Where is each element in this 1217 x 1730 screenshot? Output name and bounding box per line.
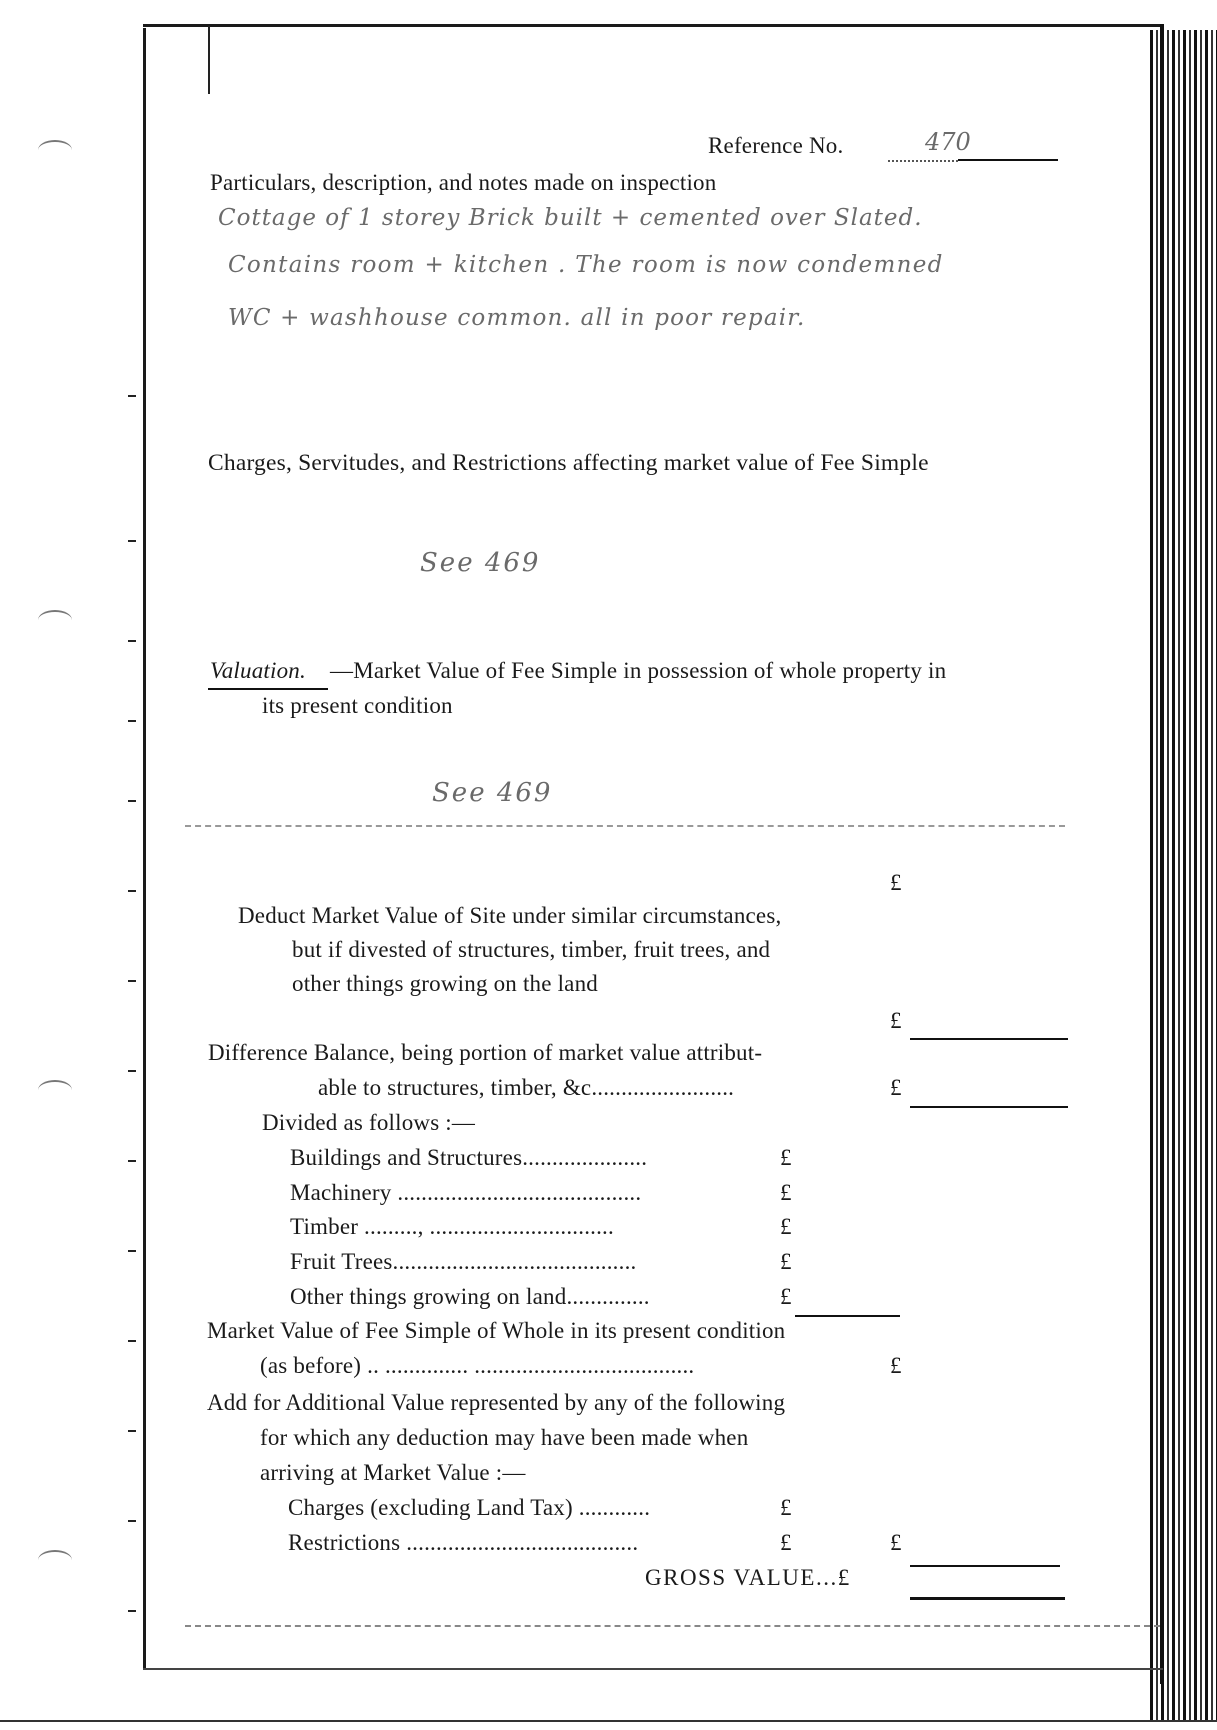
divided-item: Fruit Trees......................................... <box>290 1249 637 1274</box>
valuation-text: —Market Value of Fee Simple in possession of whole property in <box>330 658 947 683</box>
deduct-line: but if divested of structures, timber, fruit trees, and <box>292 937 771 962</box>
valuation-text-2: its present condition <box>262 693 453 718</box>
valuation-note: See 469 <box>432 778 553 808</box>
currency-symbol: £ <box>780 1530 792 1555</box>
valuation-heading: Valuation. <box>210 658 306 683</box>
valuation-underline <box>208 688 328 690</box>
charges-note: See 469 <box>420 548 541 578</box>
whole-line: (as before) .. .............. ..................................... <box>260 1353 695 1378</box>
punch-hole-mark <box>38 610 72 630</box>
punch-hole-mark <box>38 140 72 160</box>
difference-line: able to structures, timber, &c........................ <box>318 1075 735 1100</box>
section-divider <box>185 1625 1160 1627</box>
reference-label: Reference No. <box>708 133 844 158</box>
add-item: Charges (excluding Land Tax) ............ <box>288 1495 651 1520</box>
margin-tick <box>128 890 136 892</box>
reference-dotted-rule <box>888 160 958 162</box>
amount-rule <box>910 1565 1060 1567</box>
margin-tick <box>128 540 136 542</box>
margin-tick <box>128 1520 136 1522</box>
particulars-note-line: WC + washhouse common. all in poor repair. <box>228 305 806 331</box>
divided-item: Buildings and Structures..................... <box>290 1145 648 1170</box>
punch-hole-mark <box>38 1080 72 1100</box>
margin-tick <box>128 800 136 802</box>
margin-tick <box>128 640 136 642</box>
margin-tick <box>128 1430 136 1432</box>
margin-tick <box>128 395 136 397</box>
currency-symbol: £ <box>780 1495 792 1520</box>
add-item: Restrictions ....................................... <box>288 1530 639 1555</box>
add-line: for which any deduction may have been made when <box>260 1425 749 1450</box>
sheet-top-edge <box>143 24 1163 27</box>
add-line: arriving at Market Value :— <box>260 1460 526 1485</box>
margin-tick <box>128 1340 136 1342</box>
currency-symbol: £ <box>890 1075 902 1100</box>
currency-symbol: £ <box>890 1353 902 1378</box>
currency-symbol: £ <box>780 1284 792 1309</box>
margin-tick <box>128 1160 136 1162</box>
margin-tick <box>128 1610 136 1612</box>
currency-symbol: £ <box>780 1249 792 1274</box>
margin-tick <box>128 980 136 982</box>
margin-tick <box>128 720 136 722</box>
reference-rule <box>958 159 1058 161</box>
amount-rule <box>910 1038 1068 1040</box>
divided-item: Other things growing on land.............. <box>290 1284 650 1309</box>
section-divider <box>185 825 1065 827</box>
particulars-note-line: Contains room + kitchen . The room is now condemned <box>228 252 944 278</box>
currency-symbol: £ <box>780 1214 792 1239</box>
currency-symbol: £ <box>890 1008 902 1033</box>
currency-symbol: £ <box>890 870 902 895</box>
divided-item: Timber ........., ............................... <box>290 1214 614 1239</box>
gross-value-label: GROSS VALUE...£ <box>645 1565 851 1590</box>
scan-bottom-line <box>0 1720 1217 1722</box>
divided-label: Divided as follows :— <box>262 1110 476 1135</box>
currency-symbol: £ <box>780 1145 792 1170</box>
currency-symbol: £ <box>890 1530 902 1555</box>
whole-line: Market Value of Fee Simple of Whole in its present condition <box>207 1318 786 1343</box>
deduct-line: other things growing on the land <box>292 971 598 996</box>
margin-rule <box>208 26 210 94</box>
amount-rule <box>795 1315 900 1317</box>
gross-value-rule <box>910 1597 1065 1600</box>
punch-hole-mark <box>38 1550 72 1570</box>
sheet-left-edge <box>143 28 146 1668</box>
difference-line: Difference Balance, being portion of market value attribut- <box>208 1040 763 1065</box>
currency-symbol: £ <box>780 1180 792 1205</box>
margin-tick <box>128 1070 136 1072</box>
margin-tick <box>128 1250 136 1252</box>
amount-rule <box>910 1106 1068 1108</box>
sheet-right-edge <box>1160 24 1164 1684</box>
add-line: Add for Additional Value represented by any of the following <box>207 1390 786 1415</box>
reference-number: 470 <box>925 128 971 156</box>
charges-heading: Charges, Servitudes, and Restrictions affecting market value of Fee Simple <box>208 450 929 476</box>
deduct-line: Deduct Market Value of Site under similar circumstances, <box>238 903 782 928</box>
divided-item: Machinery ......................................... <box>290 1180 642 1205</box>
particulars-heading: Particulars, description, and notes made on inspection <box>210 170 717 195</box>
sheet-bottom-edge <box>143 1668 1163 1670</box>
particulars-note-line: Cottage of 1 storey Brick built + cemented over Slated. <box>218 205 923 231</box>
